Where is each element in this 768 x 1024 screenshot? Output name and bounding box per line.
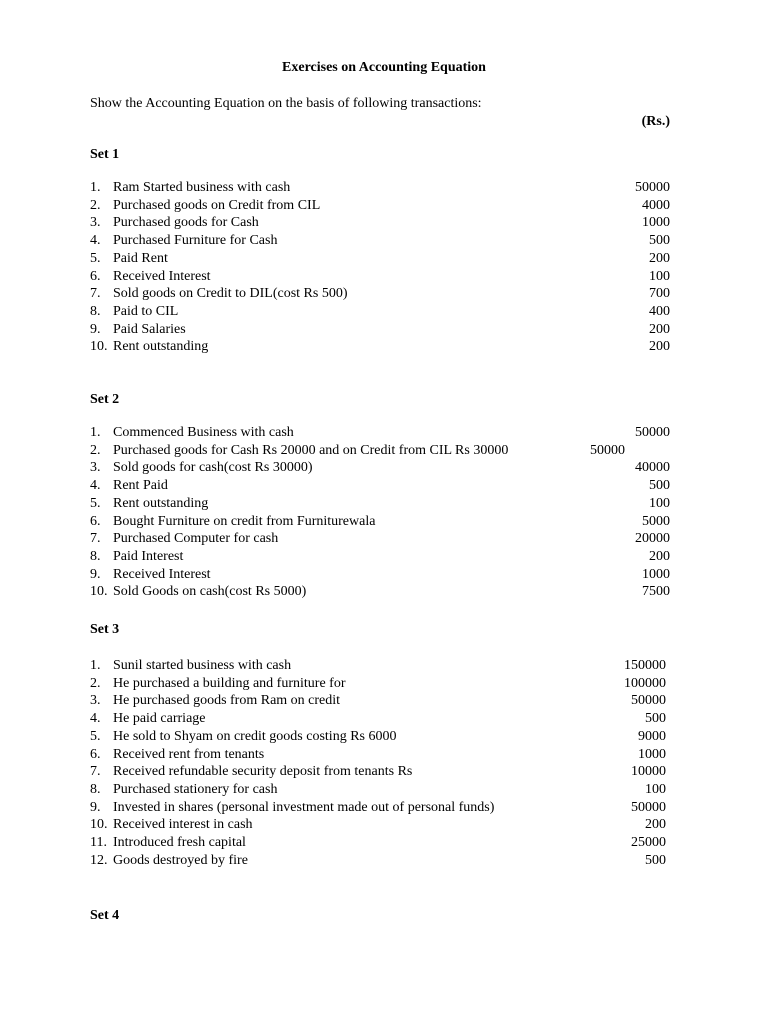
list-item (0, 321, 768, 339)
item-description: Sold goods for cash(cost Rs 30000) (113, 460, 313, 476)
item-description: He purchased goods from Ram on credit (113, 693, 341, 709)
item-number: 2. (90, 197, 101, 213)
item-number: 7. (90, 286, 101, 302)
set-3-heading: Set 3 (90, 622, 120, 637)
list-item (0, 781, 768, 799)
item-amount: 50000 (631, 693, 666, 709)
item-amount: 40000 (635, 460, 670, 476)
item-description: Purchased Computer for cash (113, 531, 279, 547)
list-item (0, 675, 768, 693)
list-item (0, 548, 768, 566)
item-amount: 20000 (635, 531, 670, 547)
item-description: He purchased a building and furniture for (113, 675, 346, 691)
item-amount: 100 (649, 495, 670, 511)
item-description: Received Interest (113, 566, 211, 582)
list-item (0, 513, 768, 531)
item-number: 3. (90, 460, 101, 476)
item-number: 5. (90, 495, 101, 511)
item-description: Purchased goods for Cash (113, 215, 259, 231)
list-item (0, 710, 768, 728)
item-amount: 200 (645, 817, 666, 833)
list-item (0, 338, 768, 356)
item-description: Sold Goods on cash(cost Rs 5000) (113, 584, 307, 600)
item-number: 6. (90, 746, 101, 762)
item-amount: 10000 (631, 764, 666, 780)
list-item (0, 214, 768, 232)
item-number: 12. (90, 852, 108, 868)
list-item (0, 728, 768, 746)
item-amount: 1000 (642, 566, 670, 582)
set-4-heading: Set 4 (90, 908, 120, 923)
list-item (0, 530, 768, 548)
list-item (0, 583, 768, 601)
list-item (0, 816, 768, 834)
item-amount: 500 (649, 478, 670, 494)
item-description: Purchased goods on Credit from CIL (113, 197, 321, 213)
item-number: 5. (90, 728, 101, 744)
item-amount: 50000 (635, 425, 670, 440)
item-description: Purchased goods for Cash Rs 20000 and on Credit from CIL Rs 30000 (113, 442, 509, 458)
item-amount: 100 (645, 781, 666, 797)
item-number: 5. (90, 250, 101, 266)
item-number: 1. (90, 425, 101, 440)
item-description: Goods destroyed by fire (113, 852, 248, 868)
list-item (0, 303, 768, 321)
item-number: 11. (90, 835, 107, 850)
item-description: Paid Salaries (113, 321, 186, 337)
list-item (0, 799, 768, 817)
currency-label: (Rs.) (641, 114, 670, 129)
list-item (0, 566, 768, 584)
item-amount: 1000 (642, 215, 670, 231)
list-item (0, 285, 768, 303)
list-item (0, 232, 768, 250)
item-number: 2. (90, 675, 101, 691)
item-number: 6. (90, 513, 101, 529)
item-number: 10. (90, 817, 108, 833)
item-amount: 500 (645, 711, 666, 727)
list-item (0, 268, 768, 286)
item-number: 8. (90, 781, 101, 797)
item-amount: 200 (649, 339, 670, 355)
item-amount: 25000 (631, 835, 666, 850)
item-number: 9. (90, 566, 101, 582)
item-description: He paid carriage (113, 711, 206, 727)
item-amount: 7500 (642, 584, 670, 600)
item-amount: 50000 (635, 180, 670, 195)
item-number: 1. (90, 180, 101, 195)
item-amount: 400 (649, 303, 670, 319)
item-description: Rent outstanding (113, 339, 209, 355)
item-number: 4. (90, 711, 101, 727)
item-description: Paid Interest (113, 548, 184, 564)
item-number: 1. (90, 658, 101, 673)
item-amount: 100000 (624, 675, 666, 691)
item-number: 9. (90, 799, 101, 815)
item-description: Rent Paid (113, 478, 168, 494)
item-description: Sold goods on Credit to DIL(cost Rs 500) (113, 286, 348, 302)
item-amount: 4000 (642, 197, 670, 213)
item-number: 7. (90, 531, 101, 547)
set-1-heading: Set 1 (90, 147, 120, 162)
list-item (0, 442, 768, 460)
list-item (0, 179, 768, 197)
item-number: 4. (90, 478, 101, 494)
instruction-text: Show the Accounting Equation on the basis of following transactions: (90, 96, 482, 111)
item-description: Sunil started business with cash (113, 658, 292, 673)
item-number: 9. (90, 321, 101, 337)
item-number: 8. (90, 303, 101, 319)
list-item (0, 424, 768, 442)
item-number: 6. (90, 268, 101, 284)
list-item (0, 459, 768, 477)
list-item (0, 763, 768, 781)
item-description: Purchased Furniture for Cash (113, 233, 278, 249)
item-number: 2. (90, 442, 101, 458)
item-amount: 200 (649, 548, 670, 564)
item-amount: 500 (649, 233, 670, 249)
item-description: Received Interest (113, 268, 211, 284)
list-item (0, 834, 768, 852)
item-number: 8. (90, 548, 101, 564)
item-number: 3. (90, 693, 101, 709)
item-amount: 200 (649, 321, 670, 337)
item-number: 10. (90, 339, 108, 355)
item-description: Purchased stationery for cash (113, 781, 278, 797)
set-2-heading: Set 2 (90, 392, 120, 407)
list-item (0, 250, 768, 268)
list-item (0, 692, 768, 710)
item-description: Invested in shares (personal investment made out of personal funds) (113, 799, 495, 815)
item-amount: 50000 (590, 442, 625, 458)
page-title: Exercises on Accounting Equation (282, 60, 486, 75)
item-amount: 100 (649, 268, 670, 284)
list-item (0, 197, 768, 215)
item-description: Received refundable security deposit from tenants Rs (113, 764, 413, 780)
item-number: 7. (90, 764, 101, 780)
item-description: Paid to CIL (113, 303, 179, 319)
item-description: Commenced Business with cash (113, 425, 294, 440)
list-item (0, 495, 768, 513)
item-description: Received interest in cash (113, 817, 253, 833)
item-description: Received rent from tenants (113, 746, 265, 762)
item-description: Introduced fresh capital (113, 835, 246, 850)
list-item (0, 657, 768, 675)
list-item (0, 746, 768, 764)
item-description: Ram Started business with cash (113, 180, 291, 195)
item-description: Paid Rent (113, 250, 168, 266)
list-item (0, 852, 768, 870)
item-description: Bought Furniture on credit from Furniturewala (113, 513, 376, 529)
item-description: He sold to Shyam on credit goods costing Rs 6000 (113, 728, 397, 744)
item-amount: 9000 (638, 728, 666, 744)
item-number: 10. (90, 584, 108, 600)
item-amount: 150000 (624, 658, 666, 673)
item-amount: 500 (645, 852, 666, 868)
item-amount: 1000 (638, 746, 666, 762)
list-item (0, 477, 768, 495)
item-number: 3. (90, 215, 101, 231)
item-description: Rent outstanding (113, 495, 209, 511)
item-amount: 700 (649, 286, 670, 302)
item-amount: 50000 (631, 799, 666, 815)
item-amount: 5000 (642, 513, 670, 529)
item-amount: 200 (649, 250, 670, 266)
item-number: 4. (90, 233, 101, 249)
